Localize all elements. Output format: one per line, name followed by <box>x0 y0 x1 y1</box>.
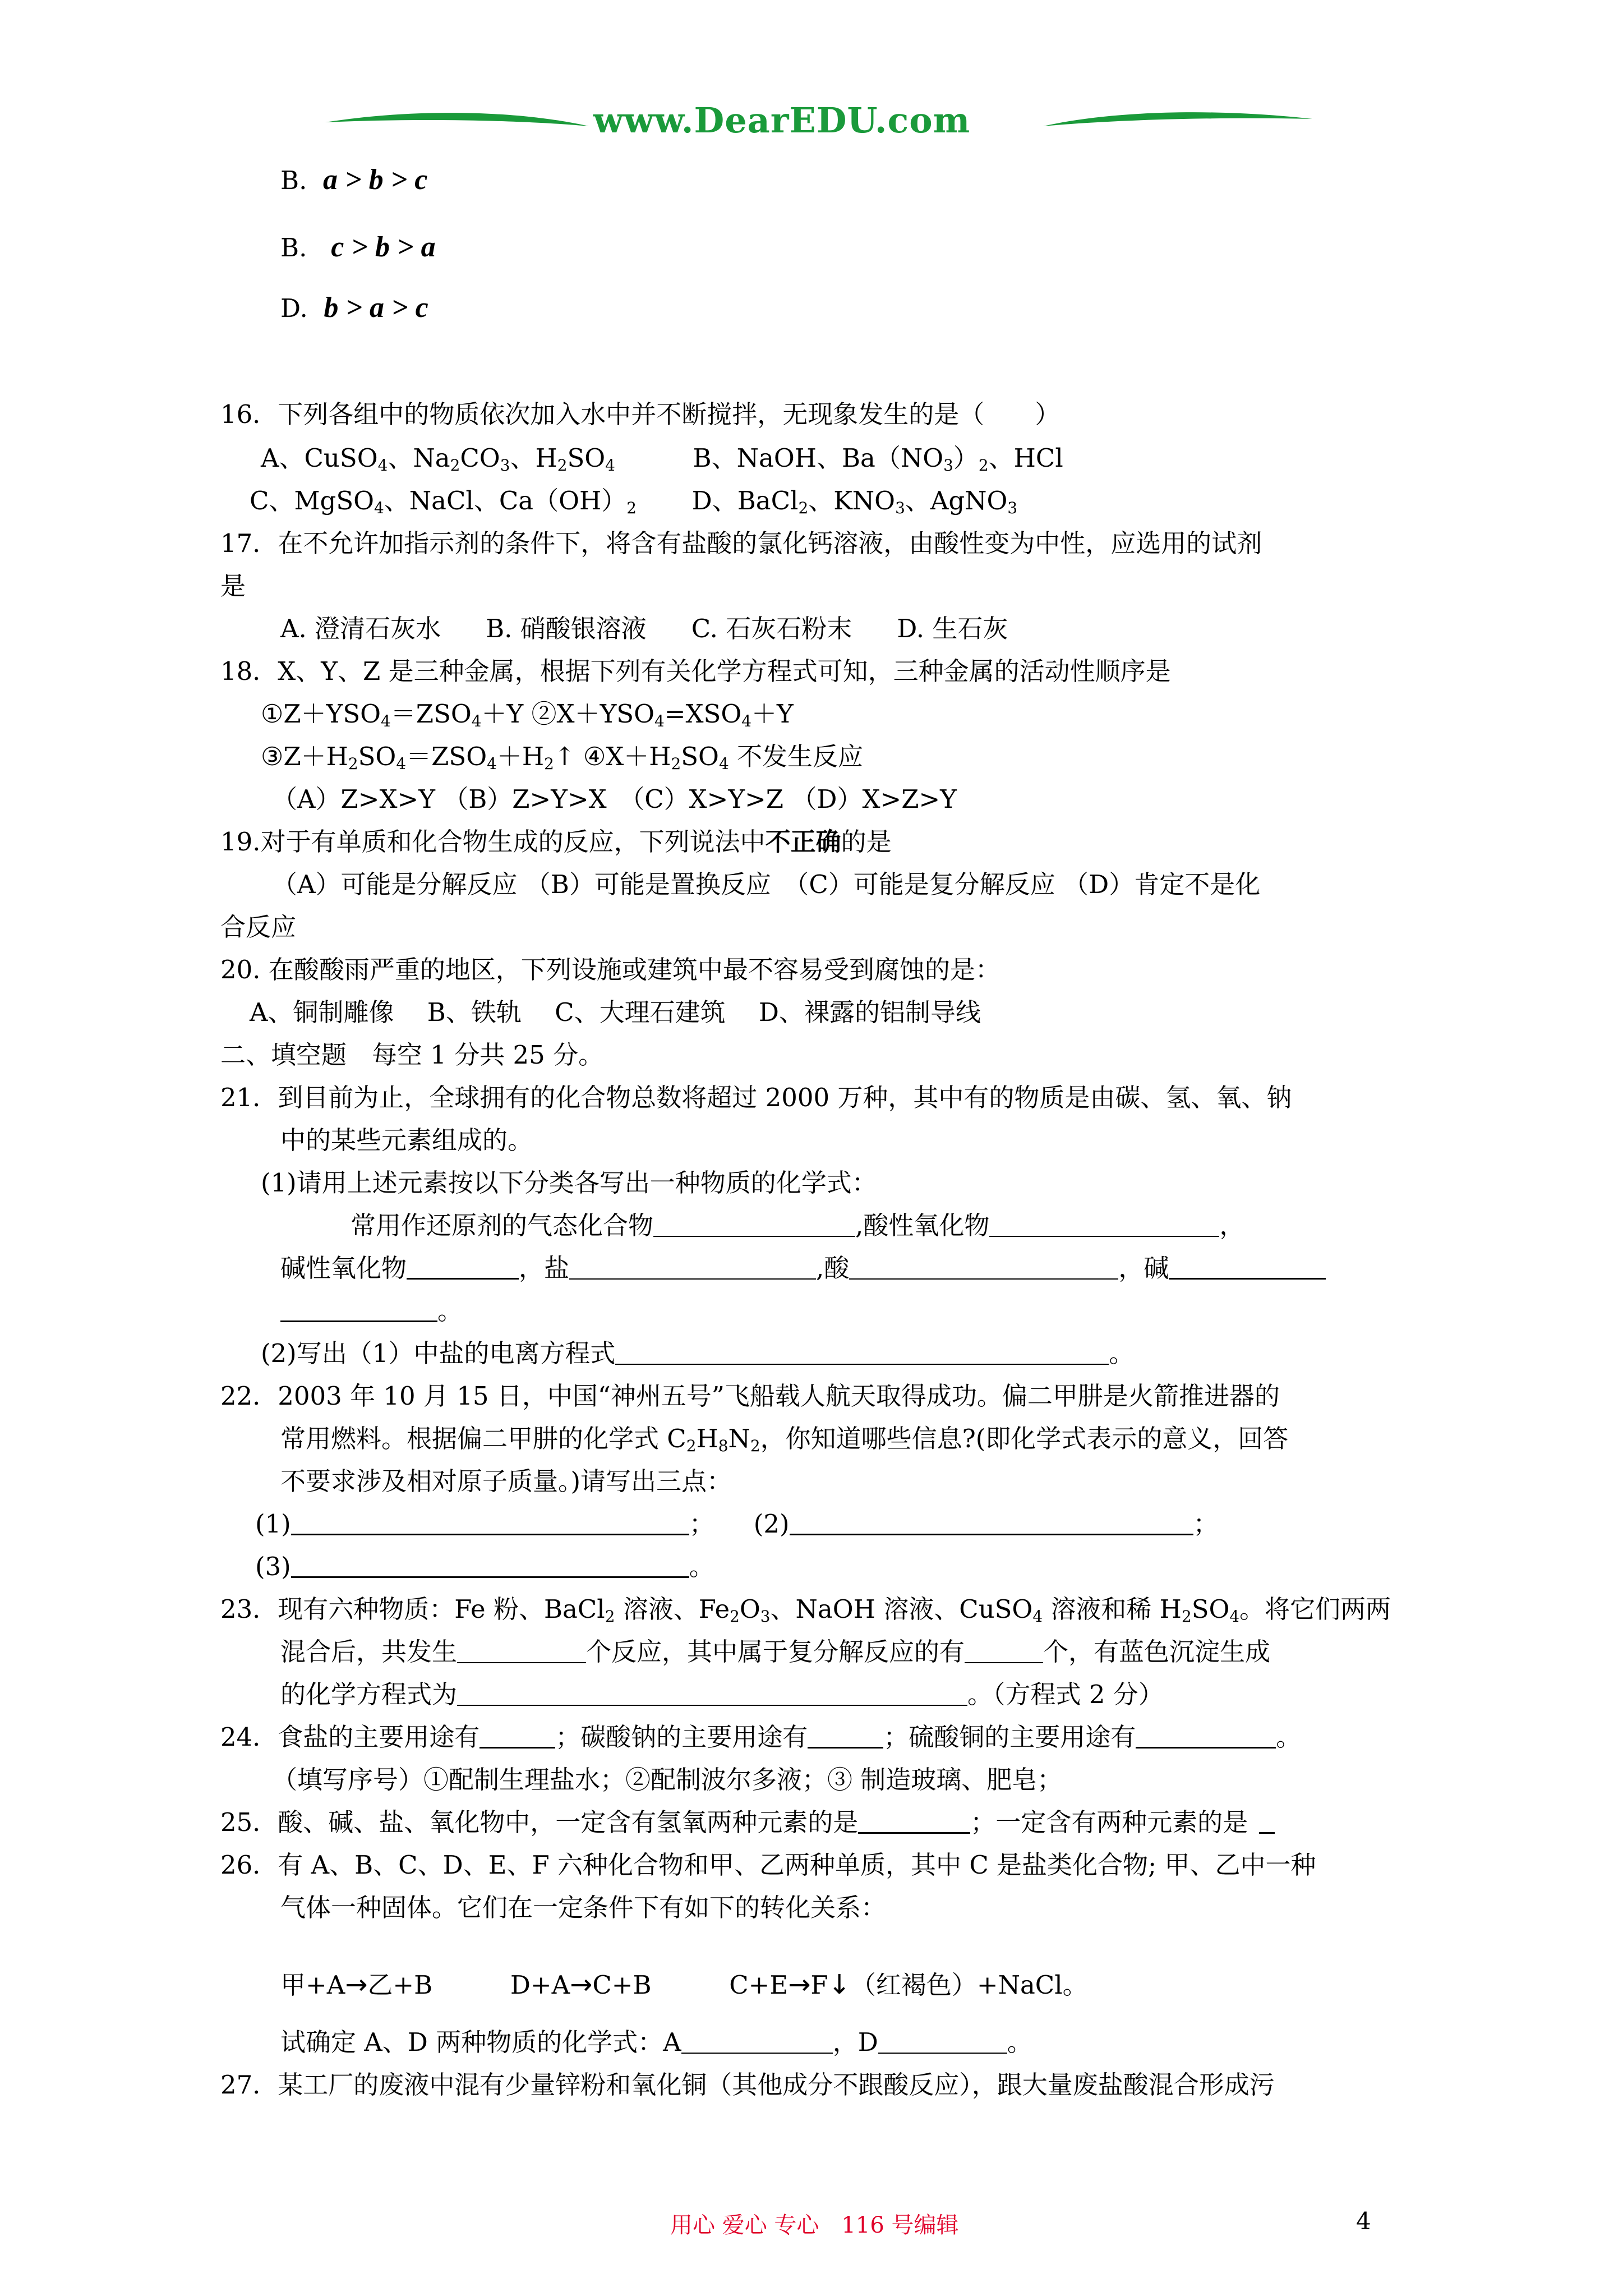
q18-equations-2: $③Z+H_2SO_4=ZSO_4+H_2↑$ $④X+H_2SO_4$ 不发生反应 <box>261 742 864 773</box>
q20-options: A、铜制雕像 B、铁轨 C、大理石建筑 D、裸露的铝制导线 <box>250 997 981 1027</box>
q23-line2: 混合后，共发生 个反应，其中属于复分解反应的有 个，有蓝色沉淀生成 <box>280 1637 1271 1667</box>
q23-stem: 23．现有六种物质：Fe 粉、BaCl$_2$ 溶液、$Fe_2O_3$、NaOH 溶液、CuSO$_4$ 溶液和稀 $H_2SO_4$。将它们两两 <box>220 1594 1391 1626</box>
right-arrow-icon: → <box>570 1969 593 2000</box>
header-site-logo: www.DearEDU.com <box>593 100 971 141</box>
q21-line-b-cont: 。 <box>280 1296 463 1326</box>
footer-note: 用心 爱心 专心 116 号编辑 <box>670 2212 959 2238</box>
q23-line3: 的化学方程式为 。（方程式 2 分） <box>280 1680 1164 1709</box>
q16-stem: 16．下列各组中的物质依次加入水中并不断搅拌，无现象发生的是（ ） <box>220 399 1061 429</box>
right-arrow-icon: → <box>788 1969 811 2000</box>
down-arrow-icon: ↓ <box>828 1969 851 2000</box>
q19-options-cont: 合反应 <box>220 912 297 942</box>
q16-options-ab: A、CuSO$_4$、$Na_2CO_3$、$H_2SO_4$ B、NaOH、$Ba(NO_3)_2$、HCl <box>261 443 1063 475</box>
q23-blank-count[interactable] <box>457 1639 586 1663</box>
q21-sub2: (2)写出（1）中盐的电离方程式 。 <box>261 1338 1135 1368</box>
q27-stem: 27．某工厂的废液中混有少量锌粉和氧化铜（其他成分不跟酸反应），跟大量废盐酸混合形成污 <box>220 2070 1275 2100</box>
q24-blank-soda[interactable] <box>808 1724 883 1749</box>
q26-stem-cont: 气体一种固体。它们在一定条件下有如下的转化关系： <box>280 1893 887 1922</box>
right-arrow-icon: → <box>345 1969 368 2000</box>
q16-options-cd: C、MgSO$_4$、NaCl、$Ca(OH)_2$ D、BaCl$_2$、$KNO_3$、AgNO$_3$ <box>250 486 1018 517</box>
q21-blank-acid-oxide[interactable] <box>989 1213 1219 1237</box>
q19-options: （A）可能是分解反应 （B）可能是置换反应 （C）可能是复分解反应 （D）肯定不是化 <box>272 869 1261 899</box>
q22-answers-12: (1) ； (2) ； <box>255 1509 1219 1539</box>
q18-equations-1: $①Z+YSO_4=ZSO_4+Y$ $②X+YSO_4=XSO_4+Y$ <box>261 699 794 730</box>
q24-blank-copper-sulfate[interactable] <box>1136 1724 1276 1749</box>
q23-blank-equation[interactable] <box>457 1682 967 1706</box>
q22-blank-1[interactable] <box>291 1511 689 1535</box>
section-heading: 二、填空题 每空 1 分共 25 分。 <box>220 1040 604 1070</box>
q22-blank-3[interactable] <box>291 1553 689 1578</box>
q22-stem-cont2: 不要求涉及相对原子质量。)请写出三点： <box>280 1466 732 1496</box>
q26-blank-d[interactable] <box>878 2030 1007 2054</box>
q21-stem-cont: 中的某些元素组成的。 <box>280 1125 533 1155</box>
q24-blank-salt[interactable] <box>479 1724 555 1749</box>
q22-answers-3: (3) 。 <box>255 1552 714 1581</box>
q21-blank-reducer[interactable] <box>653 1213 855 1237</box>
q21-blank-base-cont[interactable] <box>280 1297 437 1322</box>
q25-blank-1[interactable] <box>858 1809 970 1834</box>
q20-stem: 20. 在酸酸雨严重的地区，下列设施或建筑中最不容易受到腐蚀的是： <box>220 955 1000 984</box>
q23-blank-double[interactable] <box>965 1639 1043 1663</box>
q21-blank-salt[interactable] <box>569 1255 816 1280</box>
q26-reactions: 甲+A→乙+B D+A→C+B C+E→F↓（红褐色）+NaCl。 <box>280 1969 1088 2000</box>
q18-stem: 18．X、Y、Z 是三种金属，根据下列有关化学方程式可知，三种金属的活动性顺序是 <box>220 656 1171 686</box>
q25-blank-2[interactable] <box>1259 1809 1275 1834</box>
q24-choices: （填写序号）①配制生理盐水；②配制波尔多液；③ 制造玻璃、肥皂； <box>272 1765 1063 1795</box>
q21-sub1: (1)请用上述元素按以下分类各写出一种物质的化学式： <box>261 1168 877 1198</box>
q25-stem: 25．酸、碱、盐、氧化物中，一定含有氢氧两种元素的是 ；一定含有两种元素的是 <box>220 1807 1275 1838</box>
q22-stem-cont: 常用燃料。根据偏二甲肼的化学式 $C_2H_8N_2$，你知道哪些信息?(即化学式表示的意义，回答 <box>280 1424 1289 1455</box>
q19-stem: 19.对于有单质和化合物生成的反应，下列说法中不正确的是 <box>220 827 892 857</box>
q21-blank-ionization[interactable] <box>615 1341 1109 1365</box>
q21-blank-acid[interactable] <box>849 1255 1118 1280</box>
q24-stem: 24．食盐的主要用途有 ；碳酸钠的主要用途有 ；硫酸铜的主要用途有 。 <box>220 1722 1302 1752</box>
q21-line-a: 常用作还原剂的气态化合物 ,酸性氧化物 ， <box>351 1211 1245 1240</box>
q17-stem: 17．在不允许加指示剂的条件下，将含有盐酸的氯化钙溶液，由酸性变为中性，应选用的试剂 <box>220 528 1262 558</box>
q22-blank-2[interactable] <box>790 1511 1193 1535</box>
q21-blank-base[interactable] <box>1169 1255 1326 1280</box>
q15-option-2: B. c > b > a <box>280 231 436 263</box>
q17-stem-cont: 是 <box>220 571 246 601</box>
q21-line-b: 碱性氧化物 ，盐 ,酸 ，碱 <box>280 1253 1326 1283</box>
q17-options: A. 澄清石灰水 B. 硝酸银溶液 C. 石灰石粉末 D. 生石灰 <box>280 614 1008 643</box>
q26-stem: 26．有 A、B、C、D、E、F 六种化合物和甲、乙两种单质，其中 C 是盐类化合物; 甲、乙中一种 <box>220 1850 1316 1880</box>
page-number: 4 <box>1356 2207 1371 2235</box>
q26-ask: 试确定 A、D 两种物质的化学式：A ，D 。 <box>280 2027 1032 2057</box>
q15-option-1: B. a > b > c <box>280 164 428 196</box>
q26-blank-a[interactable] <box>681 2030 833 2054</box>
q15-option-3: D. b > a > c <box>280 292 428 324</box>
q18-options: （A）Z>X>Y （B）Z>Y>X （C）X>Y>Z （D）X>Z>Y <box>272 784 957 814</box>
q22-stem: 22．2003 年 10 月 15 日，中国“神州五号”飞船载人航天取得成功。偏二甲肼是火箭推进器的 <box>220 1381 1280 1411</box>
q21-blank-basic-oxide[interactable] <box>407 1255 519 1280</box>
q21-stem: 21．到目前为止，全球拥有的化合物总数将超过 2000 万种，其中有的物质是由碳、氢、氧、钠 <box>220 1083 1292 1112</box>
